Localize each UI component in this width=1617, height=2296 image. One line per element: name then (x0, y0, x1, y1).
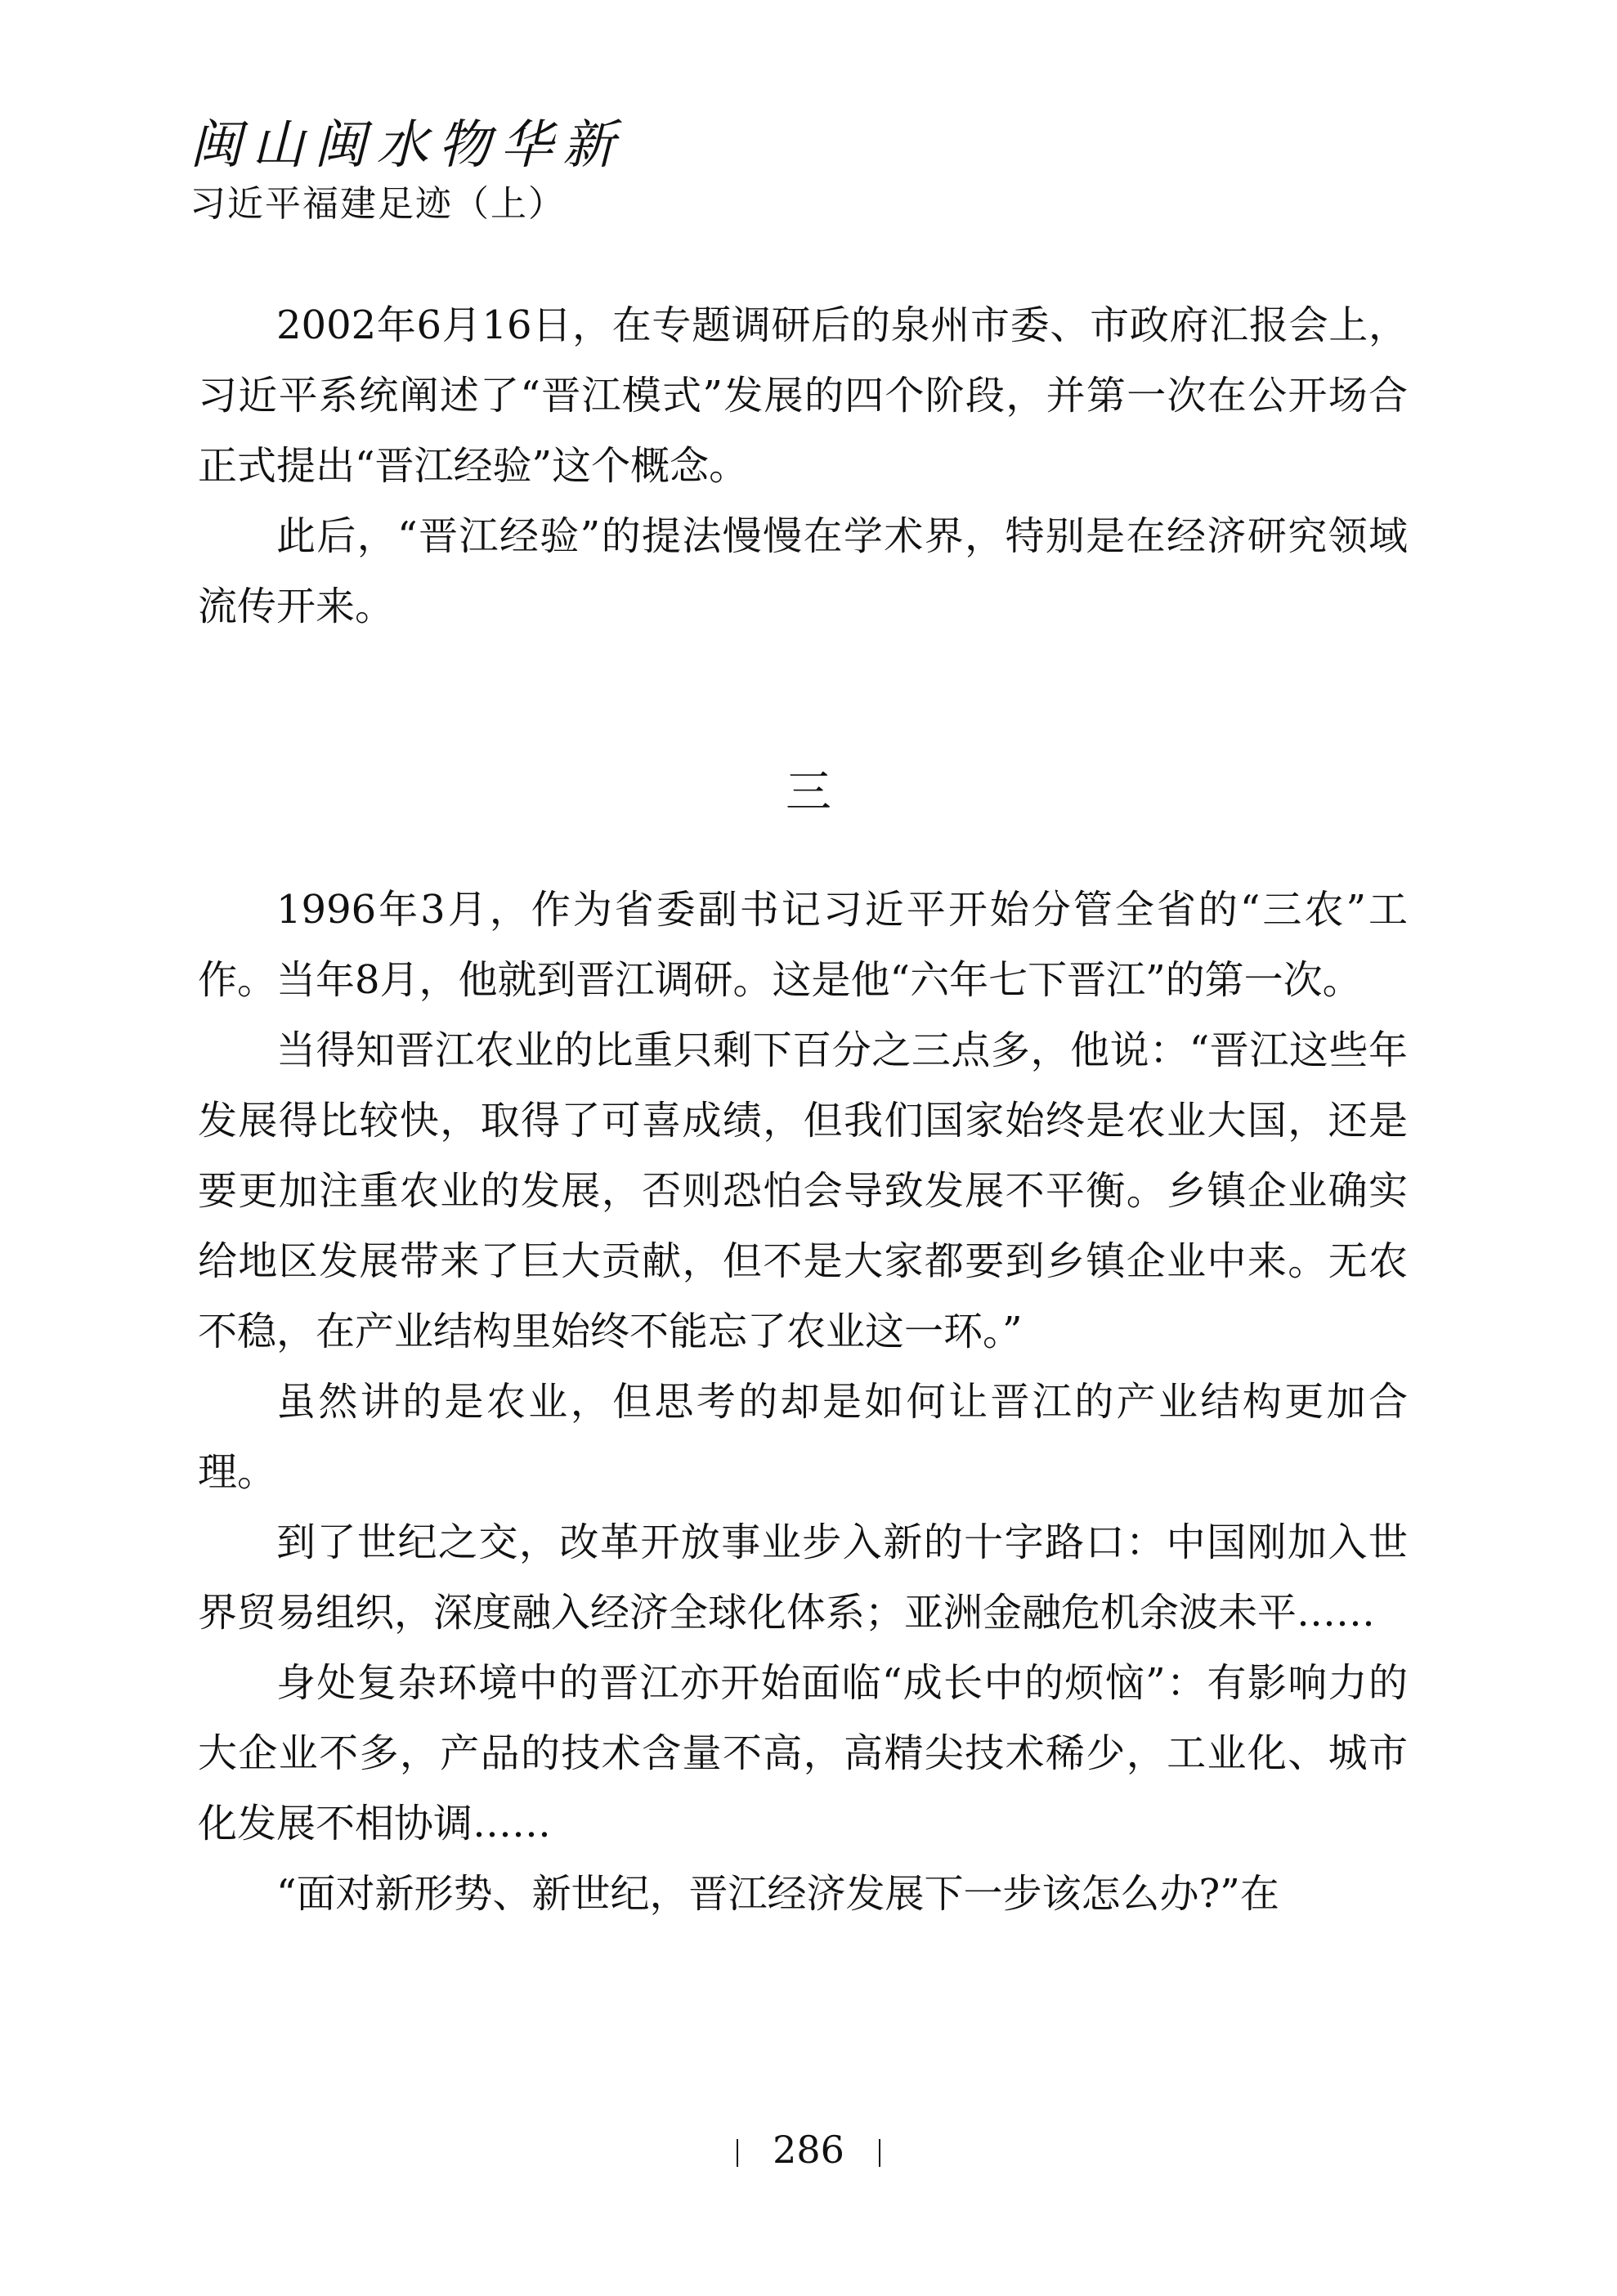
paragraph: 当得知晋江农业的比重只剩下百分之三点多，他说：“晋江这些年发展得比较快，取得了可喜成绩，但我们国家始终是农业大国，还是要更加注重农业的发展，否则恐怕会导致发展不平衡。乡镇企业确实给地区发展带来了巨大贡献，但不是大家都要到乡镇企业中来。无农不稳，在产业结构里始终不能忘了农业这一环。” (198, 1027, 1408, 1354)
page-footer (0, 2125, 1617, 2174)
paragraph: 1996年3月，作为省委副书记习近平开始分管全省的“三农”工作。当年8月，他就到晋江调研。这是他“六年七下晋江”的第一次。 (198, 887, 1408, 1003)
folio-left-rule (737, 2139, 738, 2167)
paragraph: 2002年6月16日，在专题调研后的泉州市委、市政府汇报会上，习近平系统阐述了“晋江模式”发展的四个阶段，并第一次在公开场合正式提出“晋江经验”这个概念。 (198, 302, 1408, 489)
running-head (190, 113, 625, 229)
paragraph: 虽然讲的是农业，但思考的却是如何让晋江的产业结构更加合理。 (198, 1379, 1408, 1495)
section-heading: 三 (786, 766, 831, 819)
paragraph: “面对新形势、新世纪，晋江经济发展下一步该怎么办?”在 (276, 1871, 1279, 1917)
page-number: 286 (773, 2128, 844, 2172)
book-subtitle: 习近平福建足迹（上） (190, 183, 566, 225)
section-a-body (198, 290, 1408, 642)
paragraph: 此后，“晋江经验”的提法慢慢在学术界，特别是在经济研究领域流传开来。 (198, 513, 1408, 629)
paragraph: 身处复杂环境中的晋江亦开始面临“成长中的烦恼”：有影响力的大企业不多，产品的技术含量不高，高精尖技术稀少，工业化、城市化发展不相协调…… (198, 1660, 1408, 1846)
folio-right-rule (879, 2139, 880, 2167)
paragraph: 到了世纪之交，改革开放事业步入新的十字路口：中国刚加入世界贸易组织，深度融入经济全球化体系；亚洲金融危机余波未平…… (198, 1519, 1408, 1636)
book-title: 闽山闽水物华新 (190, 115, 625, 176)
section-b-body (198, 875, 1408, 1929)
